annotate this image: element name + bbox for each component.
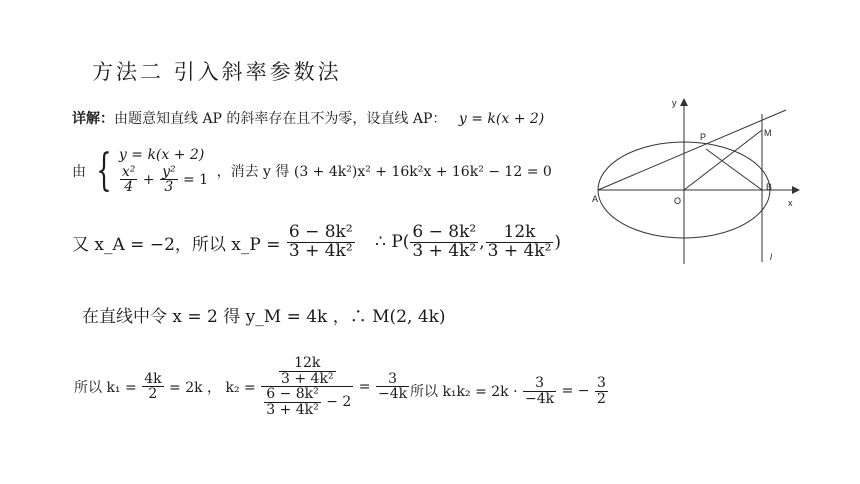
solution-line-5 [74, 356, 410, 418]
label-x: x [788, 198, 793, 208]
line2-text: ，消去 y 得 (3 + 4k²)x² + 16k²x + 16k² − 12 = 0 [216, 164, 552, 181]
solution-line-4 [82, 302, 446, 327]
line5-mid: = 2k ， k₂ = [169, 379, 256, 396]
y-axis-arrow [680, 98, 688, 106]
solution-line-3 [72, 224, 561, 261]
equals-one: = 1 [183, 171, 209, 188]
comma: , [479, 232, 485, 253]
line-ap [598, 110, 786, 190]
plus-sign: + [142, 171, 155, 188]
fraction-product: $\frac{3}{-4k}$ [525, 375, 555, 407]
fraction-x2-4: $\frac{\text{x²}}{4}$ [121, 163, 136, 196]
fraction-xp: $\frac{\text{6 − 8k²}}{\text{3 + 4k²}}$ [288, 222, 353, 261]
line1-equation: y = k(x + 2) [458, 111, 545, 127]
line3-prefix: 又 x_A = −2，所以 x_P = [72, 234, 281, 255]
label-o: O [674, 196, 682, 206]
therefore-p: ∴ P( [375, 232, 410, 253]
fraction-py: $\frac{12k}{\text{3 + 4k²}}$ [487, 222, 552, 261]
fraction-px: $\frac{\text{6 − 8k²}}{\text{3 + 4k²}}$ [412, 222, 477, 261]
solution-line-6 [410, 376, 609, 406]
ellipse-diagram [588, 92, 808, 272]
fraction-k2-compound [261, 356, 353, 418]
solution-label: 详解： [72, 111, 114, 127]
fraction-y2-3: $\frac{\text{y²}}{3}$ [162, 163, 176, 196]
fraction-k2-bottom: $\frac{\text{6 − 8k²}}{\text{3 + 4k²}}$ [266, 386, 319, 419]
solution-line-2 [72, 146, 552, 196]
label-p: P [700, 132, 707, 142]
fraction-k2-top: $\frac{12k}{\text{3 + 4k²}}$ [281, 355, 334, 387]
equals-minus: = − [561, 383, 590, 400]
equals-sign: = [358, 378, 371, 395]
label-y: y [672, 98, 677, 108]
label-l: l [770, 252, 772, 262]
label-b: B [766, 182, 773, 192]
system-line-bottom [119, 165, 208, 195]
line1-text: 由题意知直线 AP 的斜率存在且不为零，设直线 AP： [114, 111, 447, 127]
x-axis-arrow [792, 186, 800, 194]
label-m: M [764, 128, 772, 138]
line6-prefix: 所以 k₁k₂ = 2k · [410, 384, 518, 401]
solution-line-1 [72, 108, 544, 128]
line-pb [706, 149, 762, 190]
line5-prefix: 所以 k₁ = [74, 379, 137, 396]
brace-symbol: { [96, 145, 113, 197]
fraction-result: $\frac{3}{2}$ [596, 375, 606, 407]
system-line-top: y = k(x + 2) [118, 147, 205, 163]
label-a: A [592, 194, 599, 204]
page-title: 方法二 引入斜率参数法 [92, 60, 342, 84]
minus-two: − 2 [326, 394, 352, 411]
line2-prefix: 由 [72, 164, 86, 181]
fraction-k1: $\frac{4k}{2}$ [144, 370, 162, 403]
equation-system [119, 146, 208, 196]
close-paren: ) [554, 232, 562, 253]
line4-text: 在直线中令 x = 2 得 y_M = 4k ，∴ M(2, 4k) [82, 307, 446, 327]
fraction-k2-result: $\frac{3}{-4k}$ [377, 370, 408, 403]
